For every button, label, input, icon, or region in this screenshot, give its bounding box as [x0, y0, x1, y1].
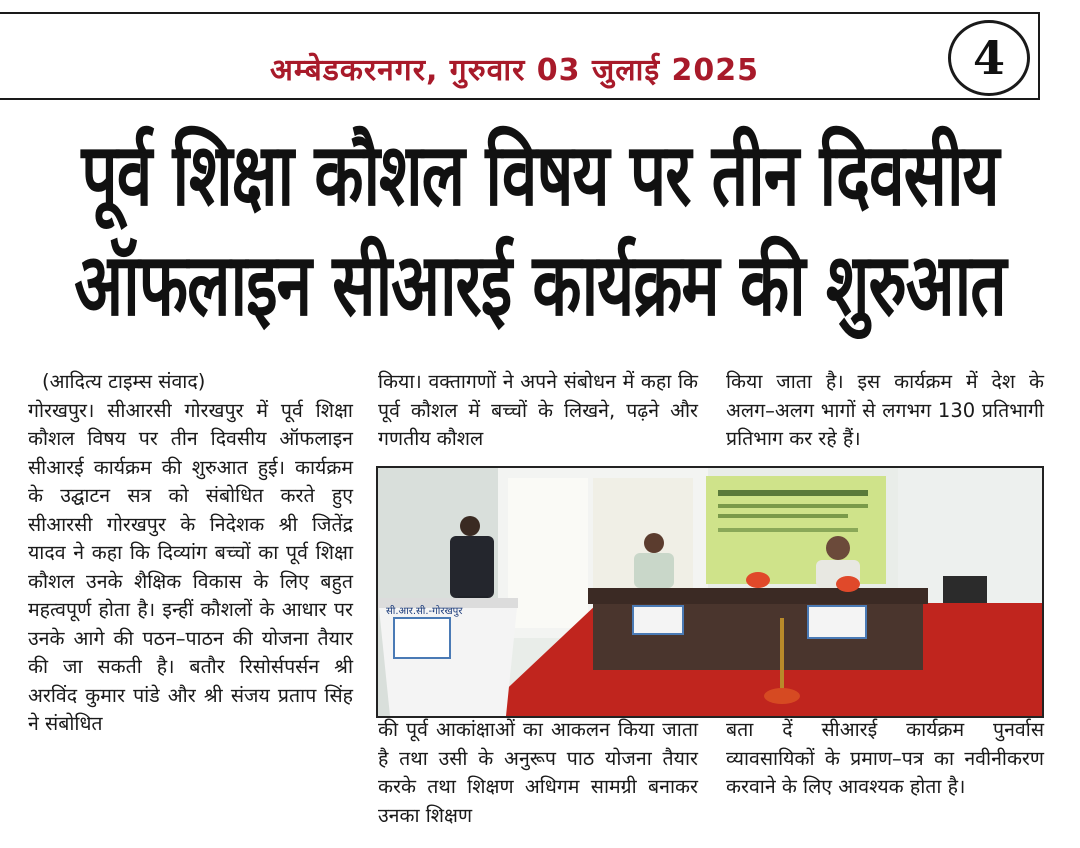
article-column-2-top: [378, 368, 698, 454]
podium-sign: सी.आर.सी.-गोरखपुर: [386, 606, 463, 617]
article-column-3-top: [726, 368, 1044, 454]
headline-line-2: ऑफलाइन सीआरई कार्यक्रम की शुरुआत: [74, 236, 1006, 336]
article-body-col1: गोरखपुर। सीआरसी गोरखपुर में पूर्व शिक्षा कौशल विषय पर तीन दिवसीय ऑफलाइन सीआरई कार्यक्रम की शुरुआत हुई। कार्यक्रम के उद्घाटन सत्र को संबोधित करते हुए सीआरसी गोरखपुर के निदेशक श्री जितेंद्र यादव ने कहा कि दिव्यांग बच्चों का पूर्व शिक्षा कौशल उनके शैक्षिक विकास के लिए बहुत महत्वपूर्ण होता है। इन्हीं कौशलों के आधार पर उनके आगे की पठन–पाठन की योजना तैयार की जा सकती है। बतौर रिसोर्सपर्सन श्री अरविंद कुमार पांडे और श्री संजय प्रताप सिंह ने संबोधित: [28, 398, 353, 735]
dateline: अम्बेडकरनगर, गुरुवार 03 जुलाई 2025: [270, 53, 760, 88]
byline: (आदित्य टाइम्स संवाद): [42, 370, 206, 393]
event-photo: [376, 466, 1044, 718]
article-body-col2-top: किया। वक्तागणों ने अपने संबोधन में कहा कि पूर्व कौशल में बच्चों के लिखने, पढ़ने और गणतीय कौशल: [378, 370, 698, 450]
page-number: 4: [948, 20, 1030, 96]
article-column-2-bottom: [378, 716, 698, 830]
article-body-col3-top: किया जाता है। इस कार्यक्रम में देश के अलग–अलग भागों से लगभग 130 प्रतिभागी प्रतिभाग कर रहे हैं।: [726, 370, 1044, 450]
article-column-1: [28, 368, 353, 739]
article-column-3-bottom: [726, 716, 1044, 802]
article-body-col2-bottom: की पूर्व आकांक्षाओं का आकलन किया जाता है तथा उसी के अनुरूप पाठ योजना तैयार करके तथा शिक्षण अधिगम सामग्री बनाकर उनका शिक्षण: [378, 718, 698, 827]
headline-line-1: पूर्व शिक्षा कौशल विषय पर तीन दिवसीय: [81, 126, 999, 226]
article-body-col3-bottom: बता दें सीआरई कार्यक्रम पुनर्वास व्यावसायिकों के प्रमाण–पत्र का नवीनीकरण करवाने के लिए आवश्यक होता है।: [726, 718, 1044, 798]
